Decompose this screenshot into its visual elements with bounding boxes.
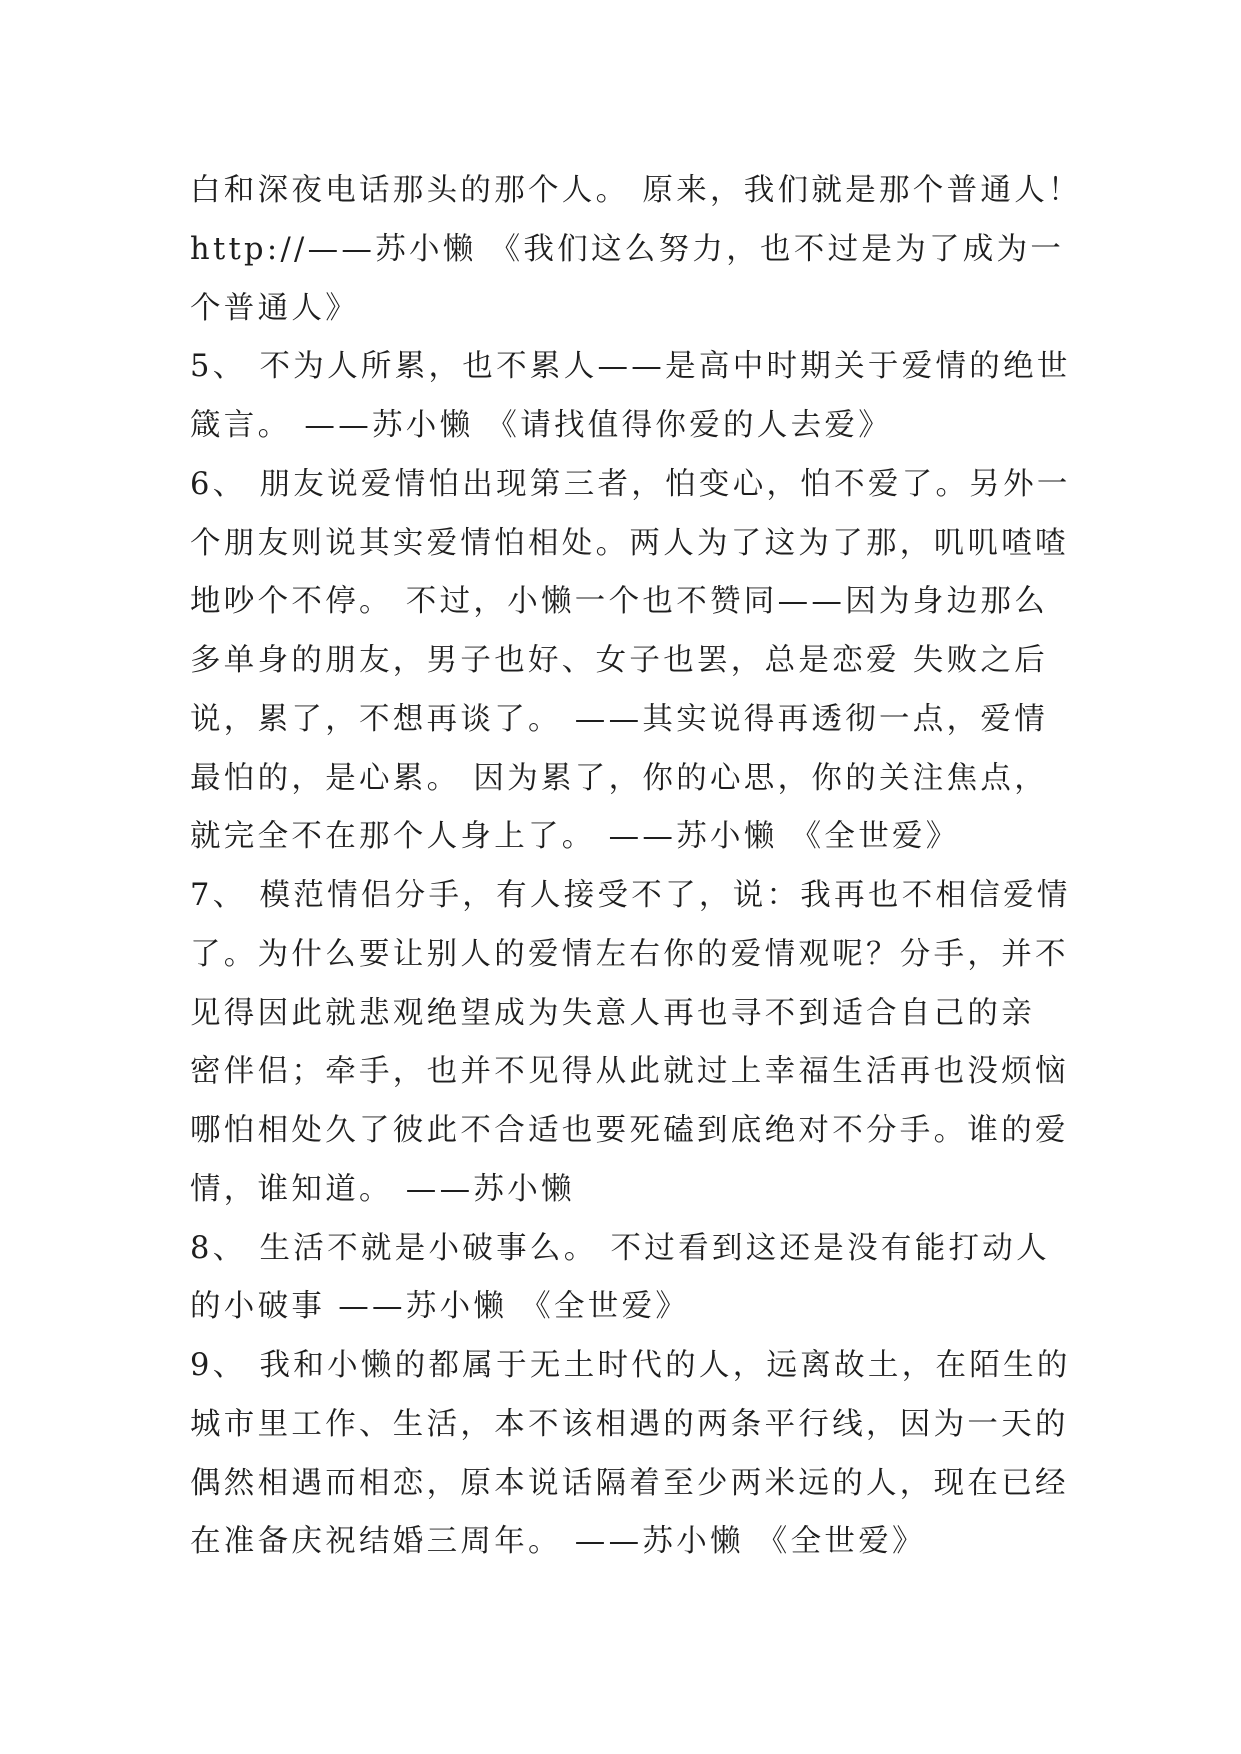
text-line: http://——苏小懒 《我们这么努力，也不过是为了成为一: [190, 231, 1065, 267]
text-line: 了。为什么要让别人的爱情左右你的爱情观呢？分手，并不: [190, 936, 1069, 972]
text-line: 就完全不在那个人身上了。 ——苏小懒 《全世爱》: [190, 819, 960, 855]
text-line: 见得因此就悲观绝望成为失意人再也寻不到适合自己的亲: [190, 995, 1035, 1031]
text-line: 6、 朋友说爱情怕出现第三者，怕变心，怕不爱了。另外一: [190, 466, 1071, 502]
text-line: 说，累了，不想再谈了。 ——其实说得再透彻一点，爱情: [190, 701, 1048, 737]
text-line: 个普通人》: [190, 290, 359, 326]
text-line: 白和深夜电话那头的那个人。 原来，我们就是那个普通人！: [190, 173, 1082, 208]
text-line: 8、 生活不就是小破事么。 不过看到这还是没有能打动人: [190, 1230, 1050, 1266]
text-line: 城市里工作、生活，本不该相遇的两条平行线，因为一天的: [190, 1406, 1069, 1442]
text-line: 7、 模范情侣分手，有人接受不了，说：我再也不相信爱情: [190, 878, 1071, 913]
text-line: 偶然相遇而相恋，原本说话隔着至少两米远的人，现在已经: [190, 1465, 1069, 1501]
text-line: 9、 我和小懒的都属于无土时代的人，远离故土，在陌生的: [190, 1348, 1071, 1383]
text-line: 个朋友则说其实爱情怕相处。两人为了这为了那，叽叽喳喳: [190, 525, 1069, 561]
body-text: [190, 162, 1082, 1572]
text-line: 密伴侣；牵手，也并不见得从此就过上幸福生活再也没烦恼: [190, 1054, 1069, 1090]
text-line: 5、 不为人所累，也不累人——是高中时期关于爱情的绝世: [190, 349, 1071, 385]
text-line: 情，谁知道。 ——苏小懒: [190, 1171, 575, 1207]
text-line: 箴言。 ——苏小懒 《请找值得你爱的人去爱》: [190, 408, 892, 443]
text-line: 地吵个不停。 不过，小懒一个也不赞同——因为身边那么: [190, 584, 1048, 620]
text-line: 在准备庆祝结婚三周年。 ——苏小懒 《全世爱》: [190, 1524, 926, 1560]
text-line: 多单身的朋友，男子也好、女子也罢，总是恋爱 失败之后: [190, 643, 1048, 678]
text-line: 的小破事 ——苏小懒 《全世爱》: [190, 1289, 690, 1325]
text-line: 最怕的，是心累。 因为累了，你的心思，你的关注焦点，: [190, 760, 1048, 796]
text-line: 哪怕相处久了彼此不合适也要死磕到底绝对不分手。谁的爱: [190, 1113, 1069, 1148]
